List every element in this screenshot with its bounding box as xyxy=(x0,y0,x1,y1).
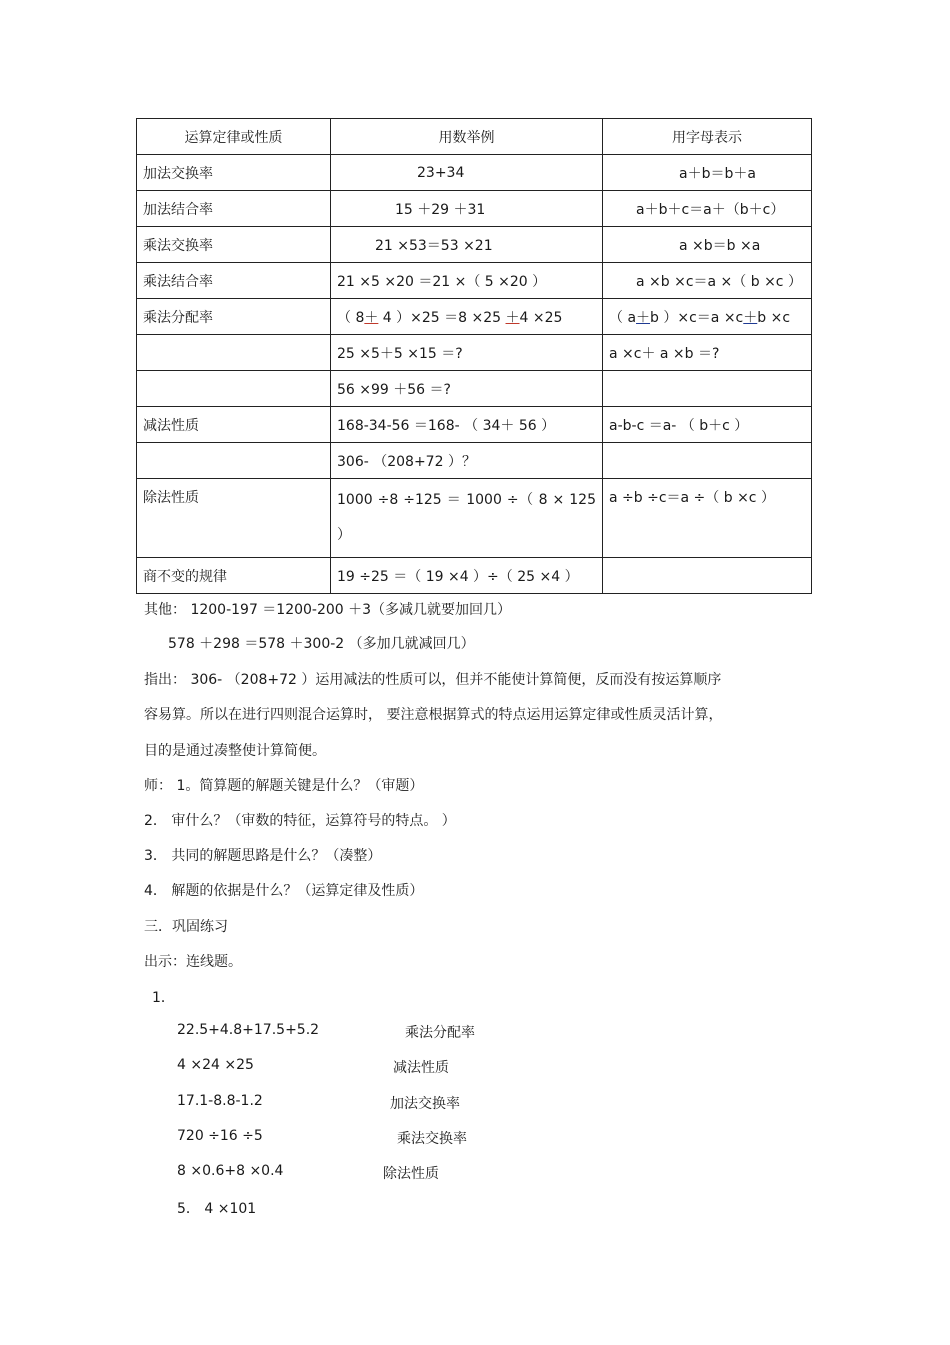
letters-cell xyxy=(603,443,812,479)
teacher-question-4: 4． 解题的依据是什么？（运算定律及性质） xyxy=(144,883,424,899)
header-example: 用数举例 xyxy=(331,119,603,155)
matching-law: 减法性质 xyxy=(393,1060,449,1076)
example-part: 4 ）×25 ＝8 ×25 xyxy=(378,309,506,326)
section-heading: 三．巩固练习 xyxy=(144,919,228,935)
underlined-plus: ＋ xyxy=(505,309,520,326)
table-row xyxy=(137,371,812,407)
teacher-question-3: 3． 共同的解题思路是什么？（凑整） xyxy=(144,848,382,864)
letters-part: b ）×c＝a ×c xyxy=(650,309,744,326)
example-part: （ 8 xyxy=(337,309,365,326)
header-letters: 用字母表示 xyxy=(603,119,812,155)
table-row xyxy=(137,558,812,594)
teacher-question-2: 2． 审什么？（审数的特征，运算符号的特点。 ） xyxy=(144,813,456,829)
matching-expression: 4 ×24 ×25 xyxy=(177,1057,254,1073)
example-cell: 15 ＋29 ＋31 xyxy=(331,191,603,227)
table-row xyxy=(137,443,812,479)
example-cell xyxy=(331,299,603,335)
law-cell xyxy=(137,443,331,479)
laws-table xyxy=(136,118,812,594)
letters-cell: a＋b＋c＝a＋（b＋c） xyxy=(603,191,812,227)
letters-cell: a＋b＝b＋a xyxy=(603,155,812,191)
table-row xyxy=(137,263,812,299)
matching-expression: 22.5+4.8+17.5+5.2 xyxy=(177,1022,320,1038)
note-other-1: 其他： 1200-197 ＝1200-200 ＋3（多减几就要加回几） xyxy=(144,602,512,618)
table-header-row xyxy=(137,119,812,155)
show-line: 出示：连线题。 xyxy=(144,954,242,970)
underlined-plus: ＋ xyxy=(364,309,379,326)
example-cell: 306- （208+72 ）？ xyxy=(331,443,603,479)
table-row xyxy=(137,335,812,371)
note-point-3: 目的是通过凑整使计算简便。 xyxy=(144,743,326,759)
table-row xyxy=(137,191,812,227)
example-cell: 21 ×5 ×20 ＝21 ×（ 5 ×20 ） xyxy=(331,263,603,299)
letters-cell: a ÷b ÷c＝a ÷（ b ×c ） xyxy=(603,479,812,558)
law-cell xyxy=(137,371,331,407)
letters-cell: a-b-c ＝a- （ b＋c ） xyxy=(603,407,812,443)
matching-law: 除法性质 xyxy=(383,1166,439,1182)
table-row xyxy=(137,407,812,443)
letters-cell xyxy=(603,558,812,594)
example-part: 4 ×25 xyxy=(519,309,563,326)
underlined-plus: ＋ xyxy=(636,309,651,326)
example-cell: 21 ×53＝53 ×21 xyxy=(331,227,603,263)
letters-cell xyxy=(603,371,812,407)
matching-expression: 720 ÷16 ÷5 xyxy=(177,1128,263,1144)
letters-cell xyxy=(603,299,812,335)
law-cell: 加法结合率 xyxy=(137,191,331,227)
law-cell xyxy=(137,335,331,371)
example-cell: 25 ×5＋5 ×15 ＝? xyxy=(331,335,603,371)
law-cell: 乘法分配率 xyxy=(137,299,331,335)
underlined-plus: ＋ xyxy=(743,309,758,326)
matching-law: 乘法分配率 xyxy=(405,1025,475,1041)
letters-part: b ×c xyxy=(757,309,791,326)
example-cell xyxy=(331,479,603,558)
law-cell: 加法交换率 xyxy=(137,155,331,191)
example-text: 1000 ÷8 ÷125 ＝ 1000 ÷（ 8 × 125 ） xyxy=(337,492,596,543)
note-point-1: 指出： 306- （208+72 ）运用减法的性质可以，但并不能使计算简便，反而没有按运算顺序 xyxy=(144,672,722,688)
teacher-question-1: 师： 1。简算题的解题关键是什么？（审题） xyxy=(144,778,424,794)
law-cell: 商不变的规律 xyxy=(137,558,331,594)
example-cell: 23+34 xyxy=(331,155,603,191)
note-point-2: 容易算。所以在进行四则混合运算时， 要注意根据算式的特点运用运算定律或性质灵活计算， xyxy=(144,707,723,723)
matching-expression: 17.1-8.8-1.2 xyxy=(177,1093,263,1109)
example-cell: 19 ÷25 ＝（ 19 ×4 ）÷（ 25 ×4 ） xyxy=(331,558,603,594)
item-number: 1． xyxy=(152,990,175,1006)
matching-expression: 5． 4 ×101 xyxy=(177,1201,257,1217)
letters-cell: a ×b ×c＝a ×（ b ×c ） xyxy=(603,263,812,299)
matching-law: 加法交换率 xyxy=(390,1096,460,1112)
letters-part: （ a xyxy=(609,309,637,326)
matching-expression: 8 ×0.6+8 ×0.4 xyxy=(177,1163,284,1179)
header-law: 运算定律或性质 xyxy=(137,119,331,155)
law-cell: 减法性质 xyxy=(137,407,331,443)
example-cell: 56 ×99 ＋56 ＝? xyxy=(331,371,603,407)
table-row xyxy=(137,479,812,558)
table-row xyxy=(137,227,812,263)
table-row xyxy=(137,155,812,191)
table-row xyxy=(137,299,812,335)
matching-law: 乘法交换率 xyxy=(397,1131,467,1147)
letters-cell: a ×b＝b ×a xyxy=(603,227,812,263)
note-other-2: 578 ＋298 ＝578 ＋300-2 （多加几就减回几） xyxy=(168,636,475,652)
letters-cell: a ×c＋ a ×b ＝? xyxy=(603,335,812,371)
law-cell: 乘法结合率 xyxy=(137,263,331,299)
law-cell: 除法性质 xyxy=(137,479,331,558)
law-cell: 乘法交换率 xyxy=(137,227,331,263)
example-cell: 168-34-56 ＝168- （ 34＋ 56 ） xyxy=(331,407,603,443)
